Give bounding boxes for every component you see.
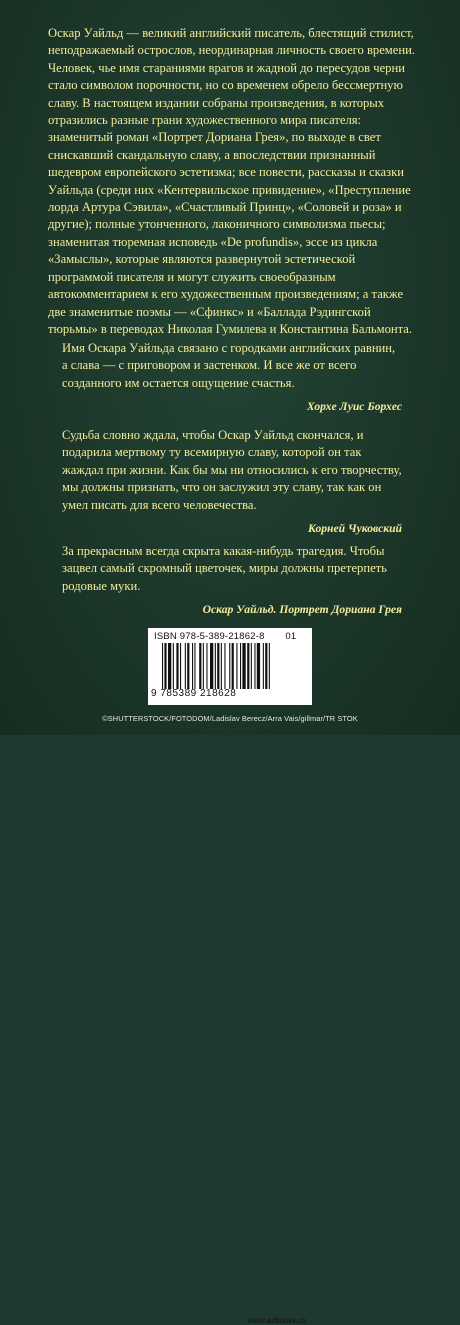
barcode-bar [263, 643, 264, 689]
quote-borges [62, 340, 402, 416]
photo-credit: ©SHUTTERSTOCK/FOTODOM/Ladislav Berecz/Arra Vais/gillmar/TR STOK [102, 714, 358, 723]
barcode-bar [251, 643, 252, 689]
barcode-bar [180, 643, 181, 689]
intro-paragraph: Оскар Уайльд — великий английский писатель, блестящий стилист, неподражаемый острослов, неординарная личность своего времени. Человек, чье имя стараниями врагов и жадной до пересудов черни стало символом порочности, но со временем обрело бессмертную славу. В настоящем издании собраны произведения, в которых отразились разные грани художественного мира писателя: знаменитый роман «Портрет Дориана Грея», по выходе в свет снискавший скандальную славу, а впоследствии признанный шедевром европейского эстетизма; все повести, рассказы и сказки Уайльда (среди них «Кентервильское привидение», «Преступление лорда Артура Сэвила», «Счастливый Принц», «Соловей и роза» и другие); полные утонченного, лаконичного символизма пьесы; знаменитая тюремная исповедь «De profundis», эссе из цикла «Замыслы», которые являются развернутой эстетической программой писателя и могут служить своеобразным автокомментарием к его художественным произведениям; а также две знаменитые поэмы — «Сфинкс» и «Баллада Рэдингской тюрьмы» в переводах Николая Гумилева и Константина Бальмонта. [48, 26, 415, 336]
barcode-digits: 9 785389 218628 [151, 688, 237, 699]
barcode-bar [229, 643, 230, 689]
barcode-bar [192, 643, 193, 689]
isbn-label [154, 631, 296, 642]
isbn-addon: 01 [285, 631, 297, 642]
barcode-bar [203, 643, 204, 689]
barcode-bar [185, 643, 186, 689]
barcode-bar [265, 643, 267, 689]
barcode-bar [236, 643, 237, 689]
barcode-bar [206, 643, 207, 689]
barcode-bar [232, 643, 234, 689]
barcode-bar [210, 643, 213, 689]
quote-author: Хорхе Луис Борхес [306, 400, 402, 414]
barcode-bar [242, 643, 245, 689]
barcode-bar [194, 643, 195, 689]
quote-author: Оскар Уайльд. Портрет Дориана Грея [202, 603, 402, 617]
quote-author: Корней Чуковский [308, 522, 402, 536]
intro-text [48, 25, 418, 338]
barcode-image [162, 643, 304, 689]
barcode-bar [215, 643, 216, 689]
barcode-bar [162, 643, 163, 689]
barcode-bar [224, 643, 225, 689]
barcode-bar [173, 643, 174, 689]
barcode-bar [168, 643, 171, 689]
quote-chukovsky [62, 427, 402, 537]
barcode-bar [187, 643, 189, 689]
quote-text: Судьба словно ждала, чтобы Оскар Уайльд скончался, и подарила мертвому ту всемирную славу, которой он так жаждал при жизни. Как бы мы ни относились к его творчеству, мы должны признать, что он заслужил эту славу, так как он умел писать для всего человечества. [62, 428, 402, 512]
barcode-bar [217, 643, 219, 689]
publisher-site: www.azbooka.ru [247, 1316, 307, 1325]
barcode-bar [247, 643, 249, 689]
quote-wilde [62, 543, 402, 619]
barcode-bar [199, 643, 201, 689]
isbn-number: ISBN 978-5-389-21862-8 [154, 631, 265, 642]
quote-text: За прекрасным всегда скрыта какая-нибудь трагедия. Чтобы зацвел самый скромный цветочек, миры должны претерпеть родовые муки. [62, 544, 387, 593]
barcode-bar [176, 643, 178, 689]
barcode-bar [254, 643, 255, 689]
barcode-bar [269, 643, 270, 689]
barcode-bar [221, 643, 222, 689]
barcode-bar [164, 643, 166, 689]
barcode-bar [257, 643, 260, 689]
quote-text: Имя Оскара Уайльда связано с городками английских равнин, а слава — с приговором и застенком. И все же от всего созданного им остается ощущение счастья. [62, 341, 396, 390]
barcode-bar [240, 643, 241, 689]
